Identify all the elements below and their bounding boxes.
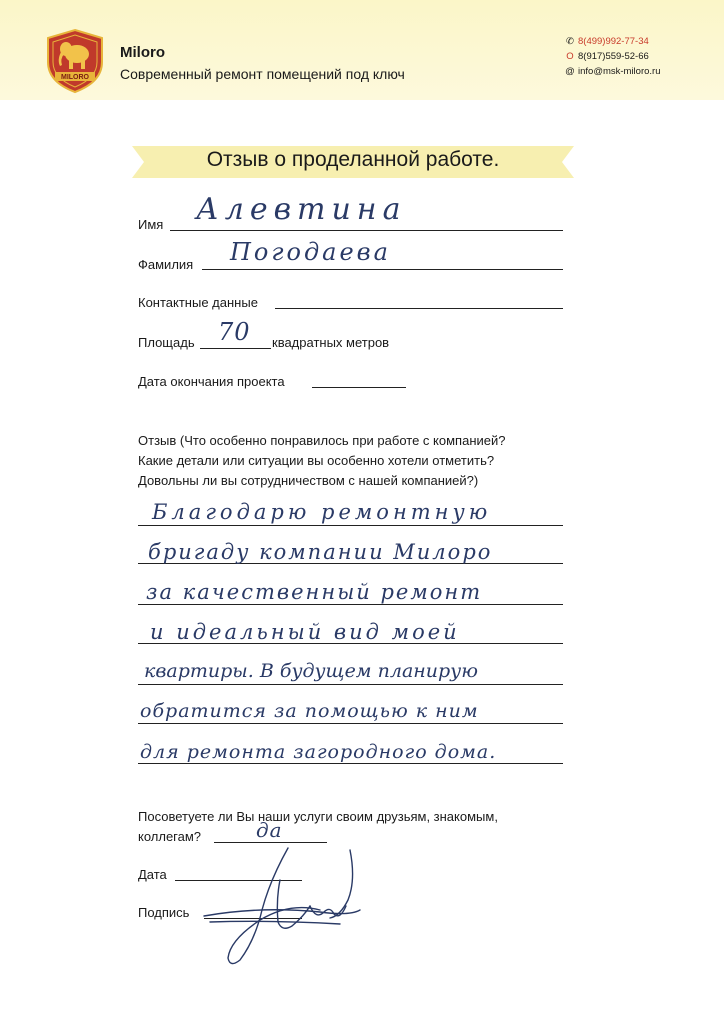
date-label: Дата: [138, 867, 167, 882]
handwritten-signature: [200, 840, 370, 970]
name-label: Имя: [138, 217, 164, 232]
brand-name: Miloro: [120, 44, 165, 61]
review-answer-line-2: бригаду компании Милоро: [148, 540, 493, 564]
signature-label: Подпись: [138, 905, 190, 920]
name-line: [170, 230, 563, 231]
recommend-question-1: Посоветуете ли Вы наши услуги своим друзьям, знакомым,: [138, 809, 498, 824]
review-answer-line-5: квартиры. В будущем планирую: [144, 660, 478, 682]
area-value: 70: [218, 318, 251, 346]
review-answer-line-4: и идеальный вид моей: [150, 620, 460, 644]
mobile-operator-icon: O: [566, 51, 574, 62]
answer-line: [138, 763, 563, 764]
contact-phone-1[interactable]: ✆ 8(499)992-77-34: [564, 34, 661, 49]
review-answer-line-6: обратится за помощью к ним: [140, 700, 479, 722]
contact-block: [564, 34, 661, 79]
recommend-question-2: коллегам?: [138, 829, 202, 844]
surname-line: [202, 269, 563, 270]
contacts-line: [275, 308, 563, 309]
contact-phone-2[interactable]: O 8(917)559-52-66: [564, 49, 661, 64]
review-question-3: Довольны ли вы сотрудничеством с нашей компанией?): [138, 473, 479, 488]
answer-line: [138, 723, 563, 724]
miloro-logo: [44, 28, 106, 94]
end-date-label: Дата окончания проекта: [138, 374, 285, 389]
area-unit: квадратных метров: [272, 335, 390, 350]
area-label: Площадь: [138, 335, 195, 350]
contact-email[interactable]: @ info@msk-miloro.ru: [565, 66, 661, 77]
end-date-line: [312, 387, 406, 388]
review-question-2: Какие детали или ситуации вы особенно хотели отметить?: [138, 453, 495, 468]
review-answer-line-1: Благодарю ремонтную: [152, 500, 492, 524]
brand-tagline: Современный ремонт помещений под ключ: [120, 66, 405, 82]
answer-line: [138, 525, 563, 526]
review-answer-line-7: для ремонта загородного дома.: [140, 741, 497, 763]
surname-value: Погодаева: [230, 238, 391, 266]
surname-label: Фамилия: [138, 257, 194, 272]
review-answer-line-3: за качественный ремонт: [146, 580, 483, 604]
recommend-answer: да: [256, 818, 283, 842]
answer-line: [138, 684, 563, 685]
form-title: Отзыв о проделанной работе.: [206, 148, 500, 171]
answer-line: [138, 604, 563, 605]
review-question-1: Отзыв (Что особенно понравилось при работе с компанией?: [138, 433, 506, 448]
area-line: [200, 348, 271, 349]
name-value: Алевтина: [196, 192, 407, 227]
phone-icon: ✆: [566, 36, 574, 47]
contacts-label: Контактные данные: [138, 295, 258, 310]
email-icon: @: [565, 66, 575, 77]
svg-text:MILORO: MILORO: [61, 74, 89, 81]
